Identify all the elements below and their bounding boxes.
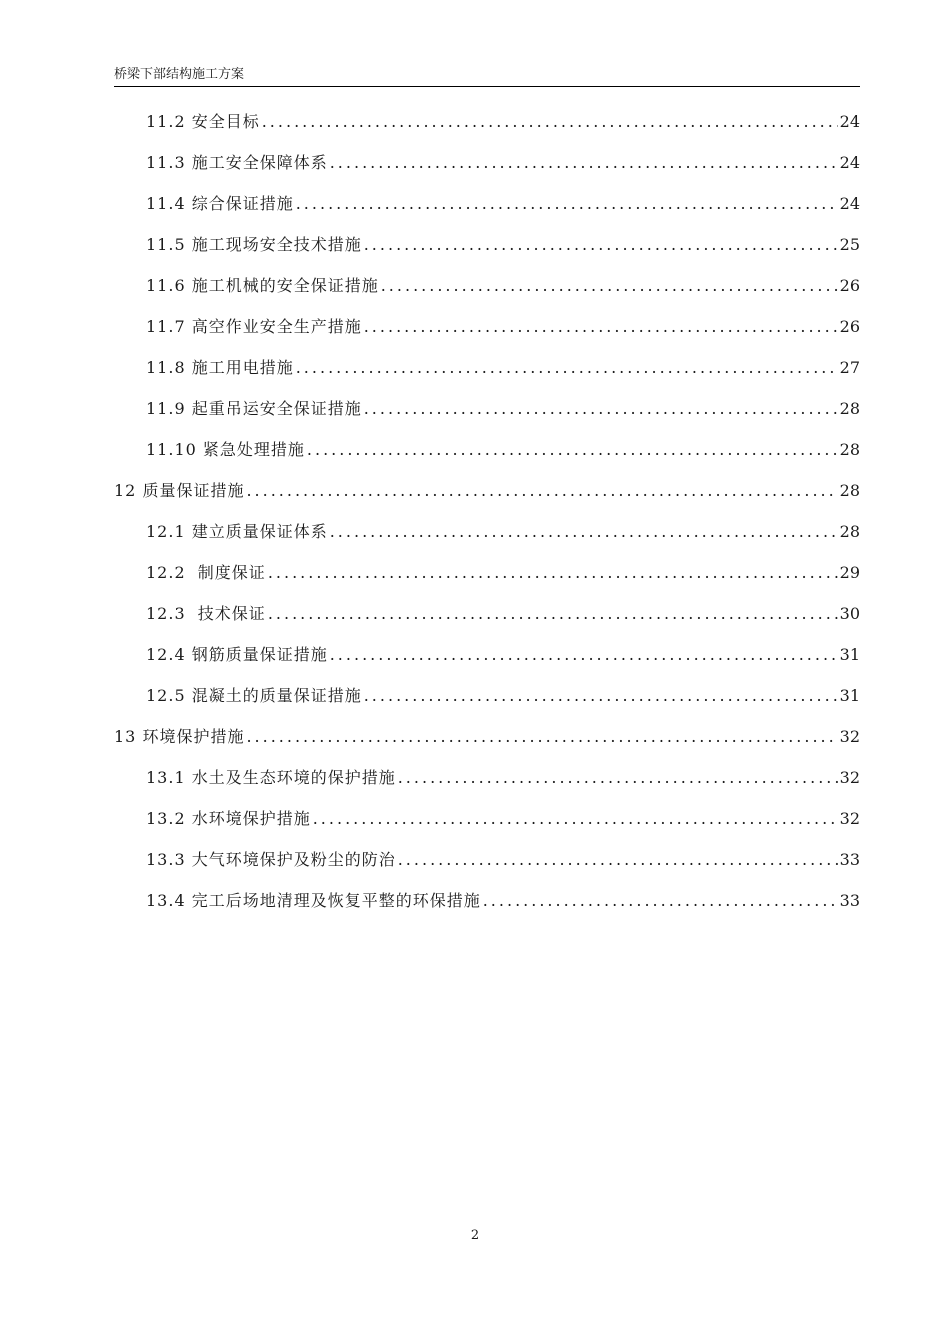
toc-entry-12-5[interactable] [146,683,860,709]
toc-dot-leader [330,519,838,545]
toc-entry-13[interactable] [114,724,860,750]
toc-dot-leader [246,724,837,750]
toc-entry-page: 28 [839,481,860,500]
toc-entry-label: 13.2 水环境保护措施 [146,809,311,828]
toc-entry-page: 31 [839,686,860,705]
toc-dot-leader [398,765,838,791]
toc-dot-leader [296,191,838,217]
toc-entry-12[interactable] [114,478,860,504]
toc-dot-leader [364,314,838,340]
toc-dot-leader [364,396,838,422]
toc-entry-label: 11.9 起重吊运安全保证措施 [146,399,362,418]
toc-entry-label: 12 质量保证措施 [114,481,245,500]
header-title: 桥梁下部结构施工方案 [114,67,245,82]
toc-entry-11-6[interactable] [146,273,860,299]
toc-dot-leader [398,847,838,873]
toc-dot-leader [268,601,838,627]
toc-dot-leader [307,437,838,463]
toc-entry-13-4[interactable] [146,888,860,914]
toc-entry-label: 11.4 综合保证措施 [146,194,294,213]
toc-entry-page: 26 [839,317,860,336]
toc-entry-11-5[interactable] [146,232,860,258]
toc-dot-leader [262,109,838,135]
toc-entry-page: 28 [839,399,860,418]
toc-entry-label: 11.7 高空作业安全生产措施 [146,317,362,336]
toc-entry-12-1[interactable] [146,519,860,545]
toc-entry-page: 26 [839,276,860,295]
toc-entry-page: 24 [839,194,860,213]
toc-entry-label: 11.2 安全目标 [146,112,260,131]
toc-dot-leader [268,560,838,586]
toc-entry-page: 33 [839,850,860,869]
toc-entry-11-8[interactable] [146,355,860,381]
toc-dot-leader [313,806,838,832]
toc-entry-label: 12.4 钢筋质量保证措施 [146,645,328,664]
toc-entry-page: 24 [839,112,860,131]
toc-entry-12-4[interactable] [146,642,860,668]
toc-entry-label: 13.3 大气环境保护及粉尘的防治 [146,850,396,869]
toc-entry-11-4[interactable] [146,191,860,217]
toc-entry-13-2[interactable] [146,806,860,832]
toc-dot-leader [381,273,838,299]
toc-dot-leader [330,150,838,176]
toc-entry-13-1[interactable] [146,765,860,791]
toc-entry-12-3[interactable] [146,601,860,627]
toc-entry-page: 33 [839,891,860,910]
toc-dot-leader [330,642,838,668]
toc-entry-page: 31 [839,645,860,664]
toc-entry-11-3[interactable] [146,150,860,176]
toc-entry-11-10[interactable] [146,437,860,463]
toc-dot-leader [364,683,838,709]
toc-dot-leader [296,355,838,381]
toc-entry-label: 11.10 紧急处理措施 [146,440,305,459]
toc-entry-page: 28 [839,522,860,541]
toc-dot-leader [246,478,837,504]
toc-entry-12-2[interactable] [146,560,860,586]
toc-entry-page: 25 [839,235,860,254]
toc-entry-label: 12.5 混凝土的质量保证措施 [146,686,362,705]
toc-entry-label: 12.2 制度保证 [146,563,266,582]
toc-entry-page: 27 [839,358,860,377]
toc-entry-label: 12.3 技术保证 [146,604,266,623]
toc-entry-page: 24 [839,153,860,172]
toc-entry-11-9[interactable] [146,396,860,422]
toc-entry-page: 32 [839,768,860,787]
page-header [114,66,860,87]
toc-entry-label: 11.5 施工现场安全技术措施 [146,235,362,254]
toc-entry-11-2[interactable] [146,109,860,135]
page-number: 2 [470,1228,480,1243]
toc-entry-label: 13 环境保护措施 [114,727,245,746]
toc-entry-page: 28 [839,440,860,459]
toc-entry-label: 12.1 建立质量保证体系 [146,522,328,541]
toc-entry-label: 13.4 完工后场地清理及恢复平整的环保措施 [146,891,481,910]
toc-dot-leader [483,888,838,914]
toc-entry-page: 32 [839,727,860,746]
toc-entry-label: 11.3 施工安全保障体系 [146,153,328,172]
toc-entry-label: 11.6 施工机械的安全保证措施 [146,276,379,295]
toc-entry-label: 11.8 施工用电措施 [146,358,294,377]
toc-entry-page: 30 [839,604,860,623]
toc-dot-leader [364,232,838,258]
toc-entry-page: 32 [839,809,860,828]
toc-entry-13-3[interactable] [146,847,860,873]
toc-entry-page: 29 [839,563,860,582]
toc-entry-11-7[interactable] [146,314,860,340]
toc-entry-label: 13.1 水土及生态环境的保护措施 [146,768,396,787]
